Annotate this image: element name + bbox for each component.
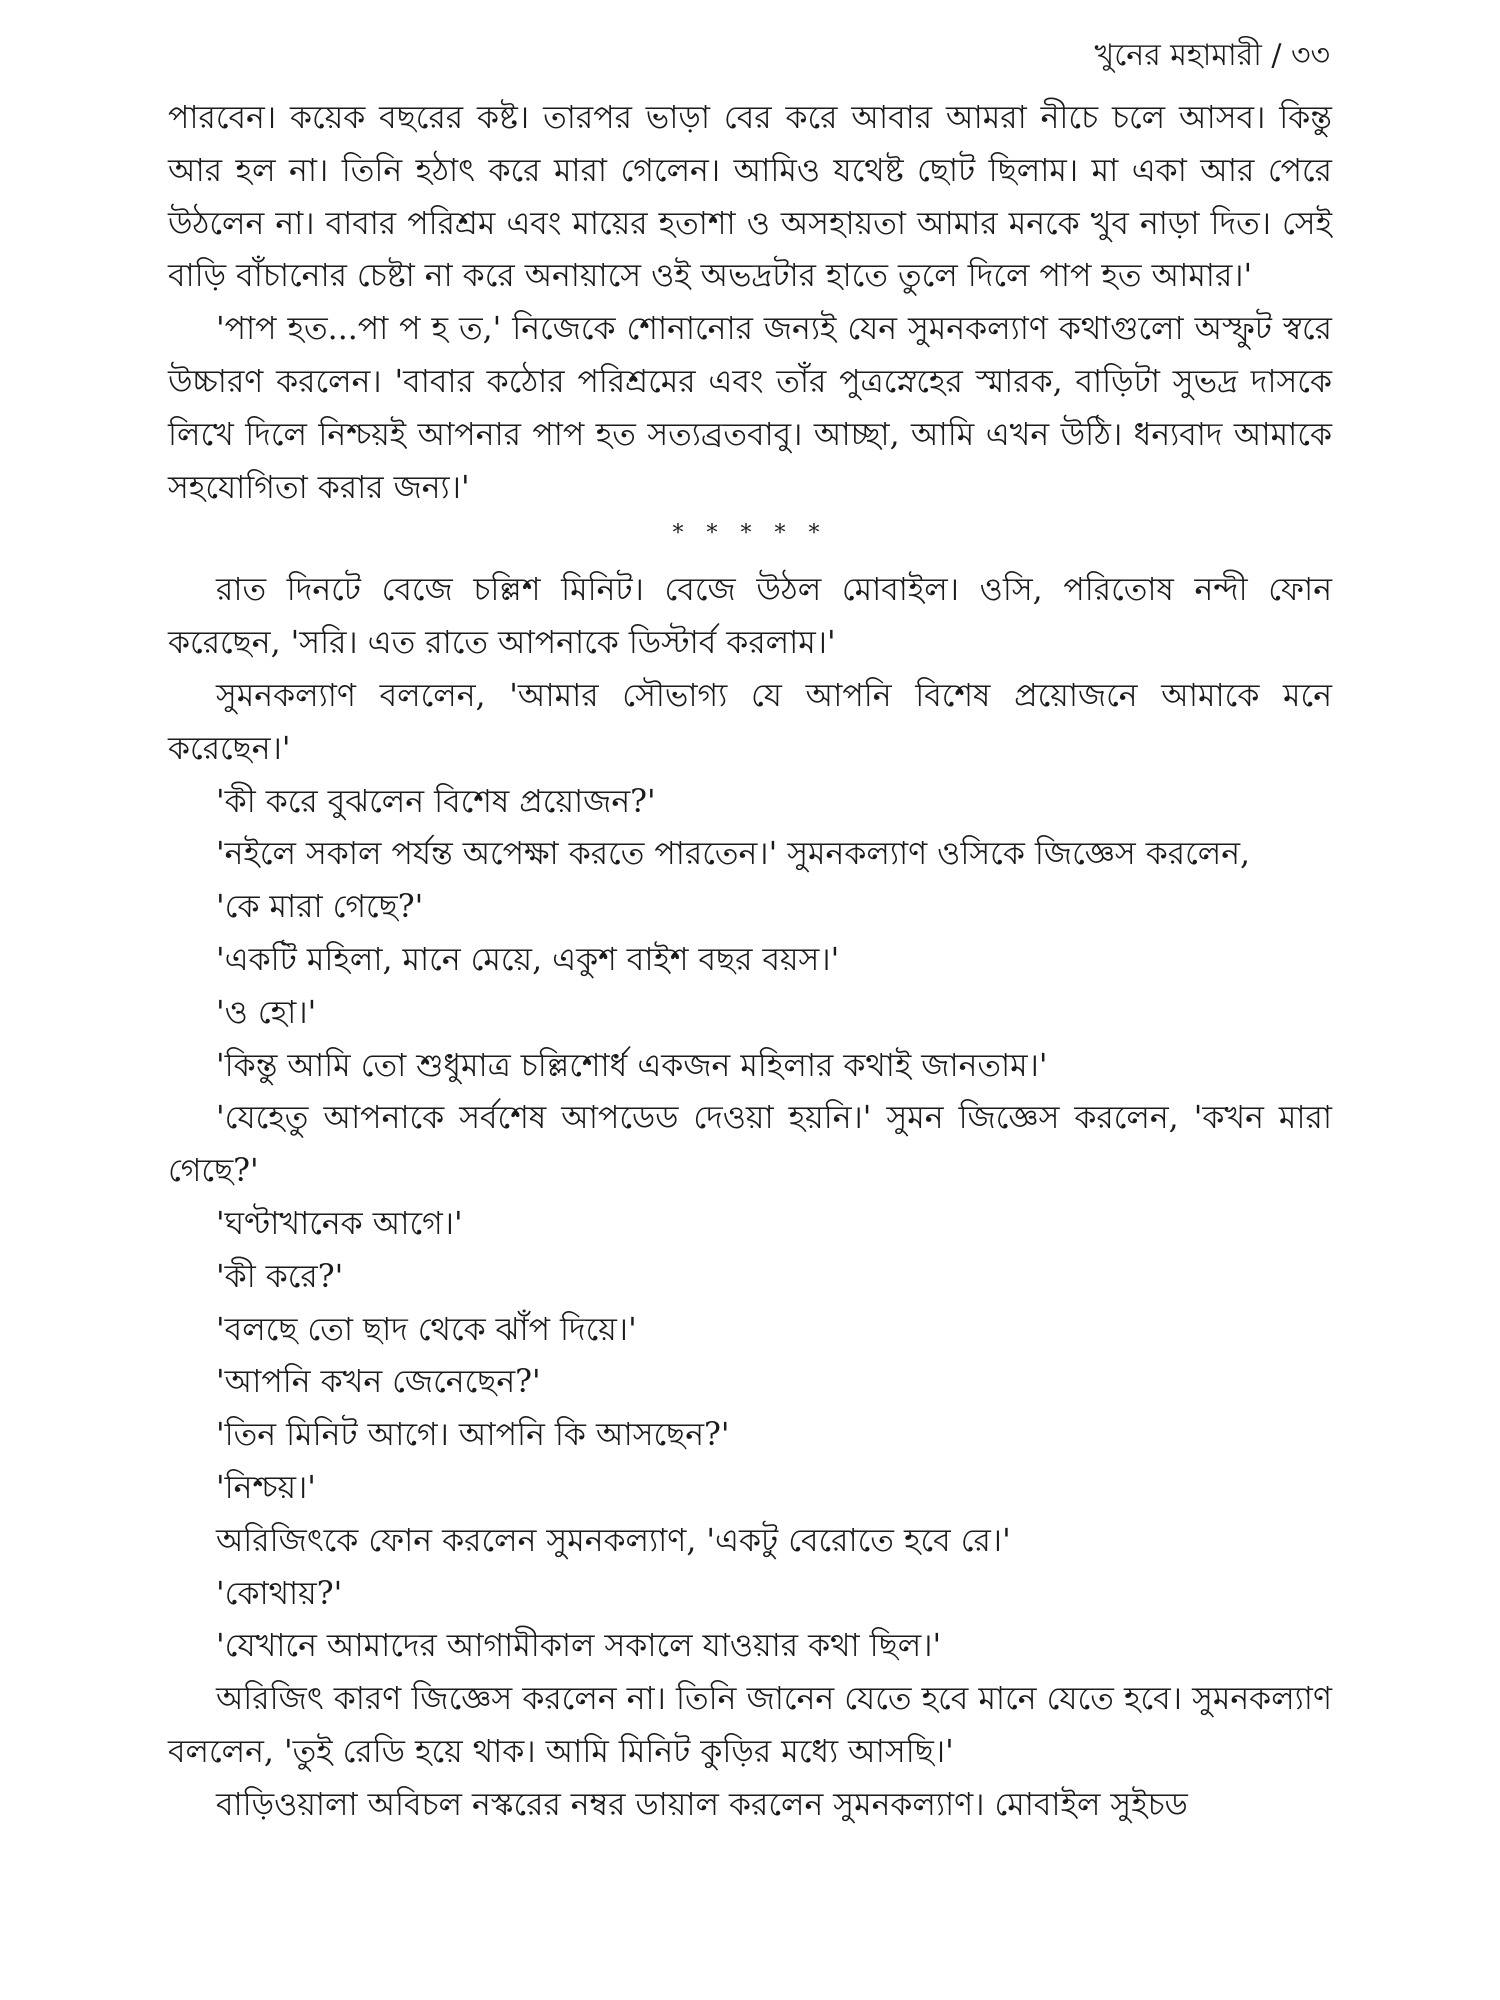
paragraph: পারবেন। কয়েক বছরের কষ্ট। তারপর ভাড়া বের করে আবার আমরা নীচে চলে আসব। কিন্তু আর হল না। তিনি হঠাৎ করে মারা গেলেন। আমিও যথেষ্ট ছোট ছিলাম। মা একা আর পেরে উঠলেন না। বাবার পরিশ্রম এবং মায়ের হতাশা ও অসহায়তা আমার মনকে খুব নাড়া দিত। সেই বাড়ি বাঁচানোর চেষ্টা না করে অনায়াসে ওই অভদ্রটার হাতে তুলে দিলে পাপ হত আমার।'	[168, 100, 1332, 295]
dialogue-line: 'ঘণ্টাখানেক আগে।'	[216, 1205, 463, 1242]
dialogue-line: 'নিশ্চয়।'	[216, 1469, 316, 1506]
dialogue-line: 'যেখানে আমাদের আগামীকাল সকালে যাওয়ার কথা ছিল।'	[216, 1628, 942, 1665]
running-head: খুনের মহামারী / ৩৩	[1094, 38, 1330, 73]
page-body	[168, 92, 1332, 1832]
dialogue-line: 'আপনি কখন জেনেছেন?'	[216, 1364, 541, 1401]
dialogue-line: 'যেহেতু আপনাকে সর্বশেষ আপডেড দেওয়া হয়নি।' সুমন জিজ্ঞেস করলেন, 'কখন মারা গেছে?'	[168, 1100, 1332, 1190]
paragraph: 'পাপ হত...পা প হ ত,' নিজেকে শোনানোর জন্যই যেন সুমনকল্যাণ কথাগুলো অস্ফুট স্বরে উচ্চারণ করলেন। 'বাবার কঠোর পরিশ্রমের এবং তাঁর পুত্রস্নেহের স্মারক, বাড়িটা সুভদ্র দাসকে লিখে দিলে নিশ্চয়ই আপনার পাপ হত সত্যব্রতবাবু। আচ্ছা, আমি এখন উঠি। ধন্যবাদ আমাকে সহযোগিতা করার জন্য।'	[168, 311, 1332, 506]
section-separator: * * * * *	[672, 521, 828, 547]
dialogue-line: 'কে মারা গেছে?'	[216, 889, 424, 926]
dialogue-line: 'কী করে বুঝলেন বিশেষ প্রয়োজন?'	[216, 783, 656, 820]
paragraph: রাত দিনটে বেজে চল্লিশ মিনিট। বেজে উঠল মোবাইল। ওসি, পরিতোষ নন্দী ফোন করেছেন, 'সরি। এত রাতে আপনাকে ডিস্টার্ব করলাম।'	[168, 572, 1332, 662]
dialogue-line: 'বলছে তো ছাদ থেকে ঝাঁপ দিয়ে।'	[216, 1311, 637, 1348]
paragraph: অরিজিৎ কারণ জিজ্ঞেস করলেন না। তিনি জানেন যেতে হবে মানে যেতে হবে। সুমনকল্যাণ বললেন, 'তুই রেডি হয়ে থাক। আমি মিনিট কুড়ির মধ্যে আসছি।'	[168, 1681, 1332, 1770]
dialogue-line: 'নইলে সকাল পর্যন্ত অপেক্ষা করতে পারতেন।' সুমনকল্যাণ ওসিকে জিজ্ঞেস করলেন,	[216, 836, 1251, 873]
dialogue-line: 'কী করে?'	[216, 1258, 344, 1295]
dialogue-line: 'একটি মহিলা, মানে মেয়ে, একুশ বাইশ বছর বয়স।'	[216, 941, 840, 978]
dialogue-line: 'ও হো।'	[216, 994, 317, 1031]
dialogue-line: 'কোথায়?'	[216, 1575, 343, 1612]
dialogue-line: অরিজিৎকে ফোন করলেন সুমনকল্যাণ, 'একটু বেরোতে হবে রে।'	[216, 1522, 1011, 1559]
paragraph: বাড়িওয়ালা অবিচল নস্করের নম্বর ডায়াল করলেন সুমনকল্যাণ। মোবাইল সুইচড	[216, 1786, 1188, 1823]
dialogue-line: 'কিন্তু আমি তো শুধুমাত্র চল্লিশোর্ধ একজন মহিলার কথাই জানতাম।'	[216, 1047, 1048, 1084]
paragraph: সুমনকল্যাণ বললেন, 'আমার সৌভাগ্য যে আপনি বিশেষ প্রয়োজনে আমাকে মনে করেছেন।'	[168, 677, 1332, 767]
dialogue-line: 'তিন মিনিট আগে। আপনি কি আসছেন?'	[216, 1417, 730, 1454]
